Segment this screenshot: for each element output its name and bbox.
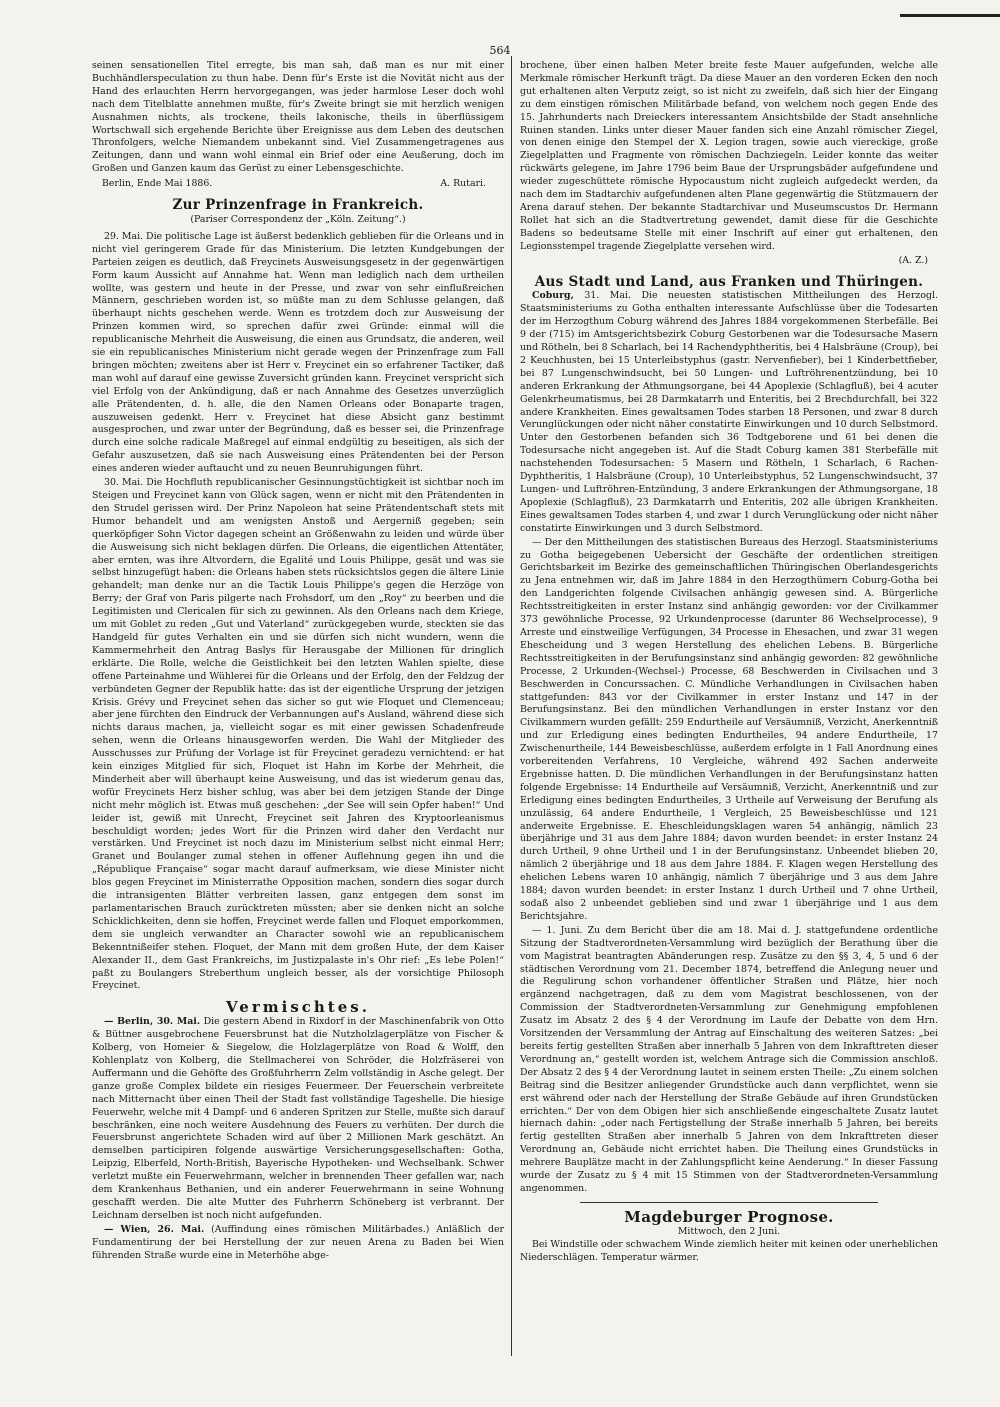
column-divider <box>511 56 512 1356</box>
signature-line <box>92 178 504 191</box>
heading-stadt-und-land: Aus Stadt und Land, aus Franken und Thüringen. <box>534 273 924 290</box>
date-30-mai: 30. Mai. <box>104 477 144 489</box>
arena-source: (A. Z.) <box>898 254 928 266</box>
paragraph-1-juni: — 1. Juni. Zu dem Bericht über die am 18. Mai d. J. stattgefundene ordentliche Sitzung der Stadtverordneten-Versammlung wird bezüglich der Berathung über die vom Magistrat beantragten Abänderungen resp. Zusätze zu den §§ 3, 4, 5 und 6 der städtischen Verordnung vom 21. December 1874, betreffend die Anlegung neuer und die Regulirung schon vorhandener öffentlicher Straßen und Plätze, hier noch ergänzend nachgetragen, daß zu dem vom Magistrat beschlossenen, von der Commission der Stadtverordneten-Versammlung zur Genehmigung empfohlenen Zusatz im Absatz 2 des § 4 der Verordnung im Laufe der Debatte von dem Hrn. Vorsitzenden der Versammlung der Antrag auf Einschaltung des weiteren Satzes: „bei bereits fertig gestellten Straßen aber innerhalb 5 Jahren von dem Inkrafttreten dieser Verordnung an,“ gestellt worden ist, welchem Antrage sich die Commission anschloß. Der Absatz 2 des § 4 der Verordnung lautet in seinem ersten Theile: „Zu einem solchen Beitrag sind die Besitzer anliegender Grundstücke auch dann verpflichtet, wenn sie erst während oder nach der Herstellung der Straße Gebäude auf ihren Grundstücken errichten.“ Der von dem Obigen hier sich anschließende eingeschaltete Zusatz lautet hiernach dahin: „oder nach Fertigstellung der Straße innerhalb 5 Jahren, bei bereits fertig gestellten Straßen aber innerhalb 5 Jahren von dem Inkrafttreten dieser Verordnung an, Gebäude nicht errichtet haben. Die Theilung eines Grundstücks in mehrere Bauplätze macht in der Zahlungspflicht keine Aenderung.“ In dieser Fassung wurde der Zusatz zu § 4 mit 15 Stimmen von der Stadtverordneten-Versammlung angenommen. <box>520 924 938 1194</box>
place-wien: — Wien, 26. Mai. <box>104 1223 205 1235</box>
paragraph-statistik: — Der den Mittheilungen des statistischen Bureaus des Herzogl. Staatsministeriums zu Gotha beigegebenen Uebersicht der Geschäfte der ordentlichen streitigen Gerichtsbarkeit im Bezirke des gemeinschaftlichen Thüringischen Oberlandesgerichts zu Jena entnehmen wir, daß im Jahre 1884 in den Herzogthümern Coburg-Gotha bei den Landgerichten folgende Civilsachen anhängig gewesen sind. A. Bürgerliche Rechtsstreitigkeiten in erster Instanz sind anhängig geworden: vor der Civilkammer 373 gewöhnliche Processe, 92 Urkundenprocesse (darunter 86 Wechselprocesse), 9 Arreste und einstweilige Verfügungen, 34 Processe in Ehesachen, und zwar 31 wegen Ehescheidung und 3 wegen Herstellung des ehelichen Lebens. B. Bürgerliche Rechtsstreitigkeiten in der Berufungsinstanz sind anhängig geworden: 82 gewöhnliche Processe, 2 Urkunden-(Wechsel-) Processe, 68 Beschwerden in Civilsachen und 3 Beschwerden in Concurssachen. C. Mündliche Verhandlungen in Civilsachen haben stattgefunden: 843 vor der Civilkammer in erster Instanz und 147 in der Berufungsinstanz. Bei den mündlichen Verhandlungen in erster Instanz vor den Civilkammern wurden gefällt: 259 Endurtheile auf Versäumniß, Verzicht, Anerkenntniß und zur Erledigung eines bedingten Endurtheiles, 94 andere Endurtheile, 17 Zwischenurtheile, 144 Beweisbeschlüsse, außerdem erfolgte in 1 Fall Anordnung eines vorbereitenden Verfahrens, 10 Vergleiche, während 492 Sachen anderweite Ergebnisse hatten. D. Die mündlichen Verhandlungen in der Berufungsinstanz hatten folgende Ergebnisse: 14 Endurtheile auf Versäumniß, Verzicht, Anerkenntniß und zur Erledigung eines bedingten Endurtheiles, 3 Urtheile auf Verweisung der Berufung als unzulässig, 64 andere Endurtheile, 1 Vergleich, 25 Beweisbeschlüsse und 121 anderweite Ergebnisse. E. Eheschleidungsklagen waren 54 anhängig, nämlich 23 überjährige und 31 aus dem Jahre 1884; davon wurden beendet: in erster Instanz 24 durch Urtheil, 9 ohne Urtheil und 1 in der Berufungsinstanz. Unbeendet blieben 20, nämlich 2 überjährige und 18 aus dem Jahre 1884. F. Klagen wegen Herstellung des ehelichen Lebens waren 10 anhängig, nämlich 7 überjährige und 3 aus dem Jahre 1884; davon wurden beendet: in erster Instanz 1 durch Urtheil und 7 ohne Urtheil, sodaß also 2 unbeendet geblieben sind und zwar 1 überjährige und 1 aus dem Berichtsjahre. <box>520 536 938 922</box>
paragraph-wien <box>92 1224 504 1263</box>
top-edge-rule <box>900 14 1000 17</box>
date-coburg: 31. Mai. <box>584 290 631 302</box>
text-wien: (Auffindung eines römischen Militärbades.) Anläßlich der Fundamentirung der bei Herstellung der zur neuen Arena zu Baden bei Wien führenden Straße wurde eine in Meterhöhe abge- <box>92 1223 505 1261</box>
text-coburg: Die neuesten statistischen Mittheilungen des Herzogl. Staatsministeriums zu Gotha enthalten interessante Aufschlüsse über die Todesarten der im Herzogthum Coburg während des Jahres 1884 vorgekommenen Sterbefälle. Bei 9 der (715) im Amtsgerichtsbezirk Coburg Gestorbenen war die Todesursache Masern und Rötheln, bei 8 Scharlach, bei 14 Rachendyphtheritis, bei 4 Halsbräune (Croup), bei 2 Keuchhusten, bei 15 Unterleibstyphus (gastr. Nervenfieber), bei 1 Kinderbettfieber, bei 87 Lungenschwindsucht, bei 50 Lungen- und Luftröhrenentzündung, bei 10 anderen Erkrankung der Athmungsorgane, bei 44 Apoplexie (Schlagfluß), bei 4 acuter Gelenkrheumatismus, bei 28 Darmkatarrh und Enteritis, bei 2 Brechdurchfall, bei 322 andere Krankheiten. Eines gewaltsamen Todes starben 18 Personen, und zwar 8 durch Verunglückungen oder nicht näher constatirte Einwirkungen und 10 durch Selbstmord. Unter den Gestorbenen befanden sich 36 Todtgeborene und 61 bei denen die Todesursache nicht angegeben ist. Auf die Stadt Coburg kamen 381 Sterbefälle mit nachstehenden Todesursachen: 5 Masern und Rötheln, 1 Scharlach, 6 Rachen-Dyphtheritis, 1 Halsbräune (Croup), 10 Unterleibstyphus, 52 Lungenschwindsucht, 37 Lungen- und Luftröhren-Entzündung, 3 andere Erkrankungen der Athmungsorgane, 18 Apoplexie (Schlagfluß), 23 Darmkatarrh und Enteritis, 202 alle übrigen Krankheiten. Eines gewaltsamen Todes starben 4, und zwar 1 durch Verunglückung oder nicht näher constatirte Einwirkungen und 3 durch Selbstmord. <box>520 290 938 534</box>
paragraph-30-mai <box>92 477 504 993</box>
paragraph-prognose: Bei Windstille oder schwachem Winde ziemlich heiter mit keinen oder unerheblichen Niederschlägen. Temperatur wärmer. <box>520 1238 938 1263</box>
paragraph-arena: brochene, über einen halben Meter breite feste Mauer aufgefunden, welche alle Merkmale römischer Herkunft trägt. Da diese Mauer an den vorderen Ecken den noch gut erhaltenen alten Verputz zeigt, so ist nicht zu zweifeln, daß sich hier der Eingang zu dem einstigen römischen Militärbade befand, von welchem noch gegen Ende des 15. Jahrhunderts nach Dreieckers interessantem Ansichtsbilde der Stadt ansehnliche Ruinen standen. Links unter dieser Mauer fanden sich eine Anzahl römischer Ziegel, von denen einige den Stempel der X. Legion tragen, sowie auch viereckige, große Ziegelplatten und Fragmente von römischen Dachziegeln. Leider konnte das weiter rückwärts gelegene, im Jahre 1796 beim Baue der Ursprungsbäder aufgefundene und wieder zugeschüttete römische Hypocaustum nicht zugleich aufgedeckt werden, da nach dem im Stadtarchiv aufgefundenen alten Plane gegenwärtig die Stützmauern der Arena darauf stehen. Der bekannte Stadtarchivar und Museumscustos Dr. Hermann Rollet hat sich an die Stadtvertretung gewendet, damit diese für die Geschichte Badens so bedeutsame Stelle mit einer Inschrift auf einer gut erhaltenen, den Legionsstempel tragende Ziegelplatte versehen wird. <box>520 60 938 252</box>
text-30-mai: Die Hochfluth republicanischer Gesinnungstüchtigkeit ist sichtbar noch im Steigen und Freycinet kann von Glück sagen, wenn er nicht mit den Prätendenten in den Strudel gerissen wird. Der Prinz Napoleon hat seine Prätendentschaft stets mit Humor behandelt und am wenigsten Anstoß und Aergerniß gegeben; sein querköpfiger Sohn Victor dagegen scheint an Größenwahn zu leiden und würde über die Ausweisung sich nicht beklagen dürfen. Die Orleans, die eigentlichen Attentäter, aber ernten, was ihre Altvordern, die Egalité und Louis Philippe, gesät und was sie selbst hinzugefügt haben: die Orleans haben stets rücksichtslos gegen die ältere Linie gehandelt; man denke nur an die Tactik Louis Philippe's gegen die Herzöge von Berry; der Graf von Paris pilgerte nach Frohsdorf, um den „Roy“ zu beerben und die Legitimisten und Clericalen für sich zu gewinnen. Als den Orleans nach dem Kriege, um mit Goblet zu reden „Gut und Vaterland“ zurückgegeben wurde, steckten sie das Handgeld für gutes Verhalten ein und sie dürfen sich nicht wundern, wenn die Kammermehrheit den Antrag Baslys für Herausgabe der Millionen für dringlich erklärte. Die Rolle, welche die Geistlichkeit bei den letzten Wahlen spielte, diese offene Parteinahme und Wühlerei für die Orleans und der Erfolg, den der Feldzug der verbündeten Gegner der Republik hatte: das ist der eigentliche Ursprung der jetzigen Krisis. Grévy und Freycinet sehen das sicher so gut wie Floquet und Clemenceau; aber jene fürchten den Eindruck der Verbannungen auf's Ausland, während diese sich nichts daraus machen, ja, vielleicht sogar es mit einer gewissen Schadenfreude sehen, wenn die Orleans hinausgeworfen werden. Die Wahl der Mitglieder des Ausschusses zur Prüfung der Vorlage ist für Freycinet geradezu vernichtend: er hat kein einziges Mitglied für sich, Floquet ist Hahn im Korbe der Mehrheit, die Minderheit aber will überhaupt keine Ausweisung, und das ist wiederum genau das, wofür Freycinets Herz bisher schlug, was aber bei dem jetzigen Stande der Dinge nicht mehr möglich ist. Etwas muß geschehen: „der See will sein Opfer haben!“ Und leider ist, gewiß mit Unrecht, Freycinet seit Jahren des Kryptoorleanismus beschuldigt worden; jedes Wort für die Prinzen wird daher den Verdacht nur verstärken. Und Freycinet ist noch dazu im Ministerium selbst nicht einmal Herr; Granet und Boulanger zumal stehen in offener Auflehnung gegen ihn und die „République Française“ sogar macht darauf aufmerksam, wie diese Minister nicht blos gegen Freycinet im Ministerrathe Opposition machen, sondern dies sogar durch die intransigenten Blätter verbreiten lassen, ganz entgegen dem sonst im parlamentarischen Brauch zurücktreten müssten; aber sie denken nicht an solche Schicklichkeiten, denn sie hoffen, Freycinet werde fallen und Floquet emporkommen, dem sie ungleich verwandter an Character sowohl wie an republicanischem Bekenntnißeifer stehen. Floquet, der Mann mit dem großen Hute, der dem Kaiser Alexander II., dem Gast Frankreichs, im Justizpalaste in's Ohr rief: „Es lebe Polen!“ paßt zu Boulangers Streberthum ungleich besser, als der vorsichtige Philosoph Freycinet. <box>92 477 504 992</box>
signature-place: Berlin, Ende Mai 1886. <box>102 178 213 190</box>
date-29-mai: 29. Mai. <box>104 230 144 242</box>
place-coburg: Coburg, <box>532 290 574 302</box>
text-berlin: Die gestern Abend in Rixdorf in der Maschinenfabrik von Otto & Büttner ausgebrochene Feuersbrunst hat die Nutzholzlagerplätze von Fischer & Kolberg, von Homeier & Siegelow, die Holzlagerplätze von Road & Wolff, den Kohlenplatz von Kolberg, die Stellmacherei von Schröder, die Holzfräserei von Auffermann und die Gehöfte des Großfuhrherrn Zelm vollständig in Asche gelegt. Der ganze große Complex bildete ein riesiges Feuermeer. Der Feuerschein verbreitete nach Mitternacht über einen Theil der Stadt fast vollständige Tageshelle. Die hiesige Feuerwehr, welche mit 4 Dampf- und 6 anderen Spritzen zur Stelle, mußte sich darauf beschränken, eine noch weitere Ausdehnung des Feuers zu verhüten. Der durch die Feuersbrunst angerichtete Schaden wird auf über 2 Millionen Mark geschätzt. An demselben participiren folgende auswärtige Versicherungsgesellschaften: Gotha, Leipzig, Elberfeld, North-British, Bayerische Hypotheken- und Wechselbank. Schwer verletzt mußte ein Feuerwehrmann, welcher in brennenden Theer gefallen war, nach dem Krankenhaus Bethanien, und ein anderer Feuerwehrmann in seine Wohnung geschafft werden. Die alte Mutter des Fuhrherrn Schöneberg ist verbrannt. Der Leichnam derselben ist noch nicht aufgefunden. <box>92 1016 505 1221</box>
page-number: 564 <box>489 44 511 57</box>
text-29-mai: Die politische Lage ist äußerst bedenklich geblieben für die Orleans und in nicht viel geringerem Grade für das Ministerium. Die letzten Kundgebungen der Parteien zeigen es deutlich, daß Freycinets Ausweisungsgesetz in der gegenwärtigen Form kaum Aussicht auf Annahme hat. Wenn man lediglich nach dem urtheilen wollte, was gestern und heute in der Presse, und zwar von sehr einflußreichen Männern, geschrieben worden ist, so müßte man zu dem Schlusse gelangen, daß überhaupt nichts geschehen werde. Wenn es trotzdem doch zur Ausweisung der Prinzen kommen wird, so sprechen dafür zwei Gründe: einmal will die republicanische Mehrheit die Ausweisung, die einen aus Grundsatz, die anderen, weil sie ein republicanisches Ministerium nicht gerade wegen der Prinzenfrage zum Fall bringen möchten; zweitens aber ist Herr v. Freycinet ein so erfahrener Tactiker, daß man wohl auf darauf eine gewisse Zuversicht gründen kann. Freycinet verspricht sich viel Erfolg von der Ankündigung, daß er nach Annahme des Gesetzes unverzüglich alle Prätendenten, d. h. alle, die den Namen Orleans oder Bonaparte tragen, auszuweisen gedenkt. Herr v. Freycinet hat diese Absicht ganz bestimmt ausgesprochen, und zwar unter der Begründung, daß es besser sei, die Prinzenfrage durch eine solche radicale Maßregel auf einmal endgültig zu beseitigen, als sich der Gefahr auszusetzen, daß sie nach Ausweisung eines Prätendenten bei der Person eines anderen wieder auftaucht und zu neuen Beunruhigungen führt. <box>92 230 504 475</box>
place-berlin: — Berlin, 30. Mai. <box>104 1016 201 1028</box>
heading-prinzenfrage: Zur Prinzenfrage in Frankreich. <box>172 197 424 214</box>
paragraph-29-mai <box>92 231 504 476</box>
left-column <box>92 60 504 1263</box>
subtitle-prinzenfrage: (Pariser Correspondenz der „Köln. Zeitung“.) <box>190 213 406 225</box>
prognose-date: Mittwoch, den 2 Juni. <box>677 1225 781 1237</box>
intro-paragraph: seinen sensationellen Titel erregte, bis man sah, daß man es nur mit einer Buchhändlerspeculation zu thun habe. Denn für's Erste ist die Novität nicht aus der Hand des erlauchten Herrn hervorgegangen, was jeder harmlose Leser doch wohl nach dem Titelblatte annehmen mußte, für's Zweite bringt sie mit herzlich wenigen Ausnahmen nichts, als trockene, theils lakonische, theils in überflüssigem Wortschwall sich ergehende Berichte über Ereignisse aus dem Leben des deutschen Thronfolgers, welche Niemandem unbekannt sind. Viel Zusammengetragenes aus Zeitungen, dann und wann wohl einmal ein Brief oder eine Aeußerung, doch im Großen und Ganzen kaum das Gerüst zu einer Lebensgeschichte. <box>92 60 504 175</box>
heading-prognose: Magdeburger Prognose. <box>624 1207 834 1226</box>
paragraph-coburg <box>520 290 938 535</box>
paragraph-berlin <box>92 1016 504 1223</box>
section-rule <box>580 1202 878 1203</box>
right-column <box>520 60 938 1265</box>
signature-author: A. Rutari. <box>440 178 486 190</box>
heading-vermischtes: Vermischtes. <box>226 998 370 1017</box>
